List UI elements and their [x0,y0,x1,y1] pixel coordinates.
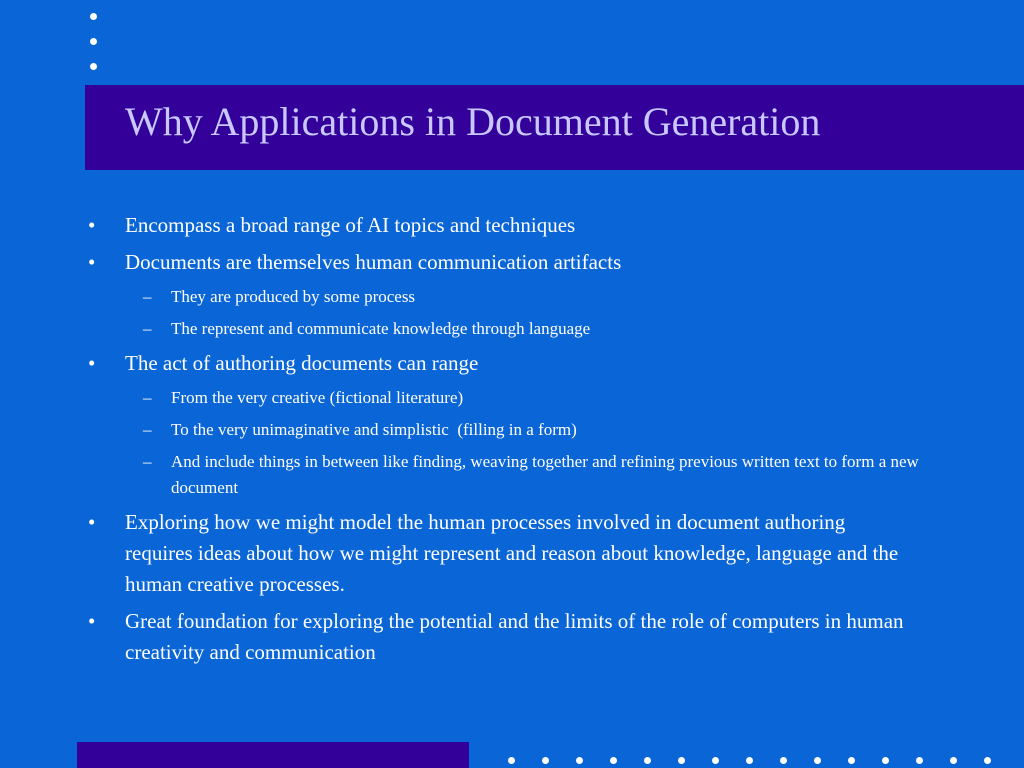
decor-dot [610,757,617,764]
decor-dot [746,757,753,764]
decor-dot [678,757,685,764]
decor-dot [848,757,855,764]
sub-bullet-item [0,449,1024,501]
decor-dot [90,63,97,70]
sub-bullet-marker: – [143,388,152,407]
decor-dot [950,757,957,764]
sub-bullet-marker: – [143,319,152,338]
bullet-item [0,247,1024,278]
sub-bullet-marker: – [143,287,152,306]
bullet-item [0,348,1024,379]
sub-bullet-text: From the very creative (fictional literature) [171,388,464,407]
decor-dot [644,757,651,764]
decor-dot [916,757,923,764]
decor-dot [814,757,821,764]
sub-bullet-marker: – [143,452,152,471]
bullet-text: Encompass a broad range of AI topics and techniques [125,213,576,237]
sub-bullet-item [0,417,1024,443]
bullet-item [0,606,1024,668]
sub-bullet-text: The represent and communicate knowledge through language [171,319,591,338]
slide-title: Why Applications in Document Generation [125,99,821,144]
decor-dot [576,757,583,764]
bullet-text: The act of authoring documents can range [125,351,479,375]
bullet-marker: • [88,609,96,633]
bullet-marker: • [88,351,96,375]
sub-bullet-text: And include things in between like finding, weaving together and refining previous written text to form a new document [171,452,919,497]
decor-dot [780,757,787,764]
bullet-item [0,507,1024,600]
bullet-list [0,210,1024,674]
decor-dot [542,757,549,764]
decor-dot [712,757,719,764]
decor-dot [882,757,889,764]
sub-bullet-text: To the very unimaginative and simplistic (filling in a form) [171,420,577,439]
decor-dot [90,38,97,45]
bullet-marker: • [88,213,96,237]
sub-bullet-item [0,316,1024,342]
bullet-text: Great foundation for exploring the potential and the limits of the role of computers in human creativity and communication [125,609,904,664]
sub-bullet-text: They are produced by some process [171,287,416,306]
sub-bullet-item [0,284,1024,310]
sub-bullet-marker: – [143,420,152,439]
bullet-item [0,210,1024,241]
bullet-text: Exploring how we might model the human processes involved in document authoring requires ideas about how we might represent and reason about knowledge, language and the human creative processes. [125,510,899,596]
decor-dot [984,757,991,764]
sub-bullet-item [0,385,1024,411]
bullet-marker: • [88,510,96,534]
bullet-text: Documents are themselves human communication artifacts [125,250,622,274]
decor-dot [90,13,97,20]
bullet-marker: • [88,250,96,274]
footer-band [77,742,469,768]
decor-dot [508,757,515,764]
